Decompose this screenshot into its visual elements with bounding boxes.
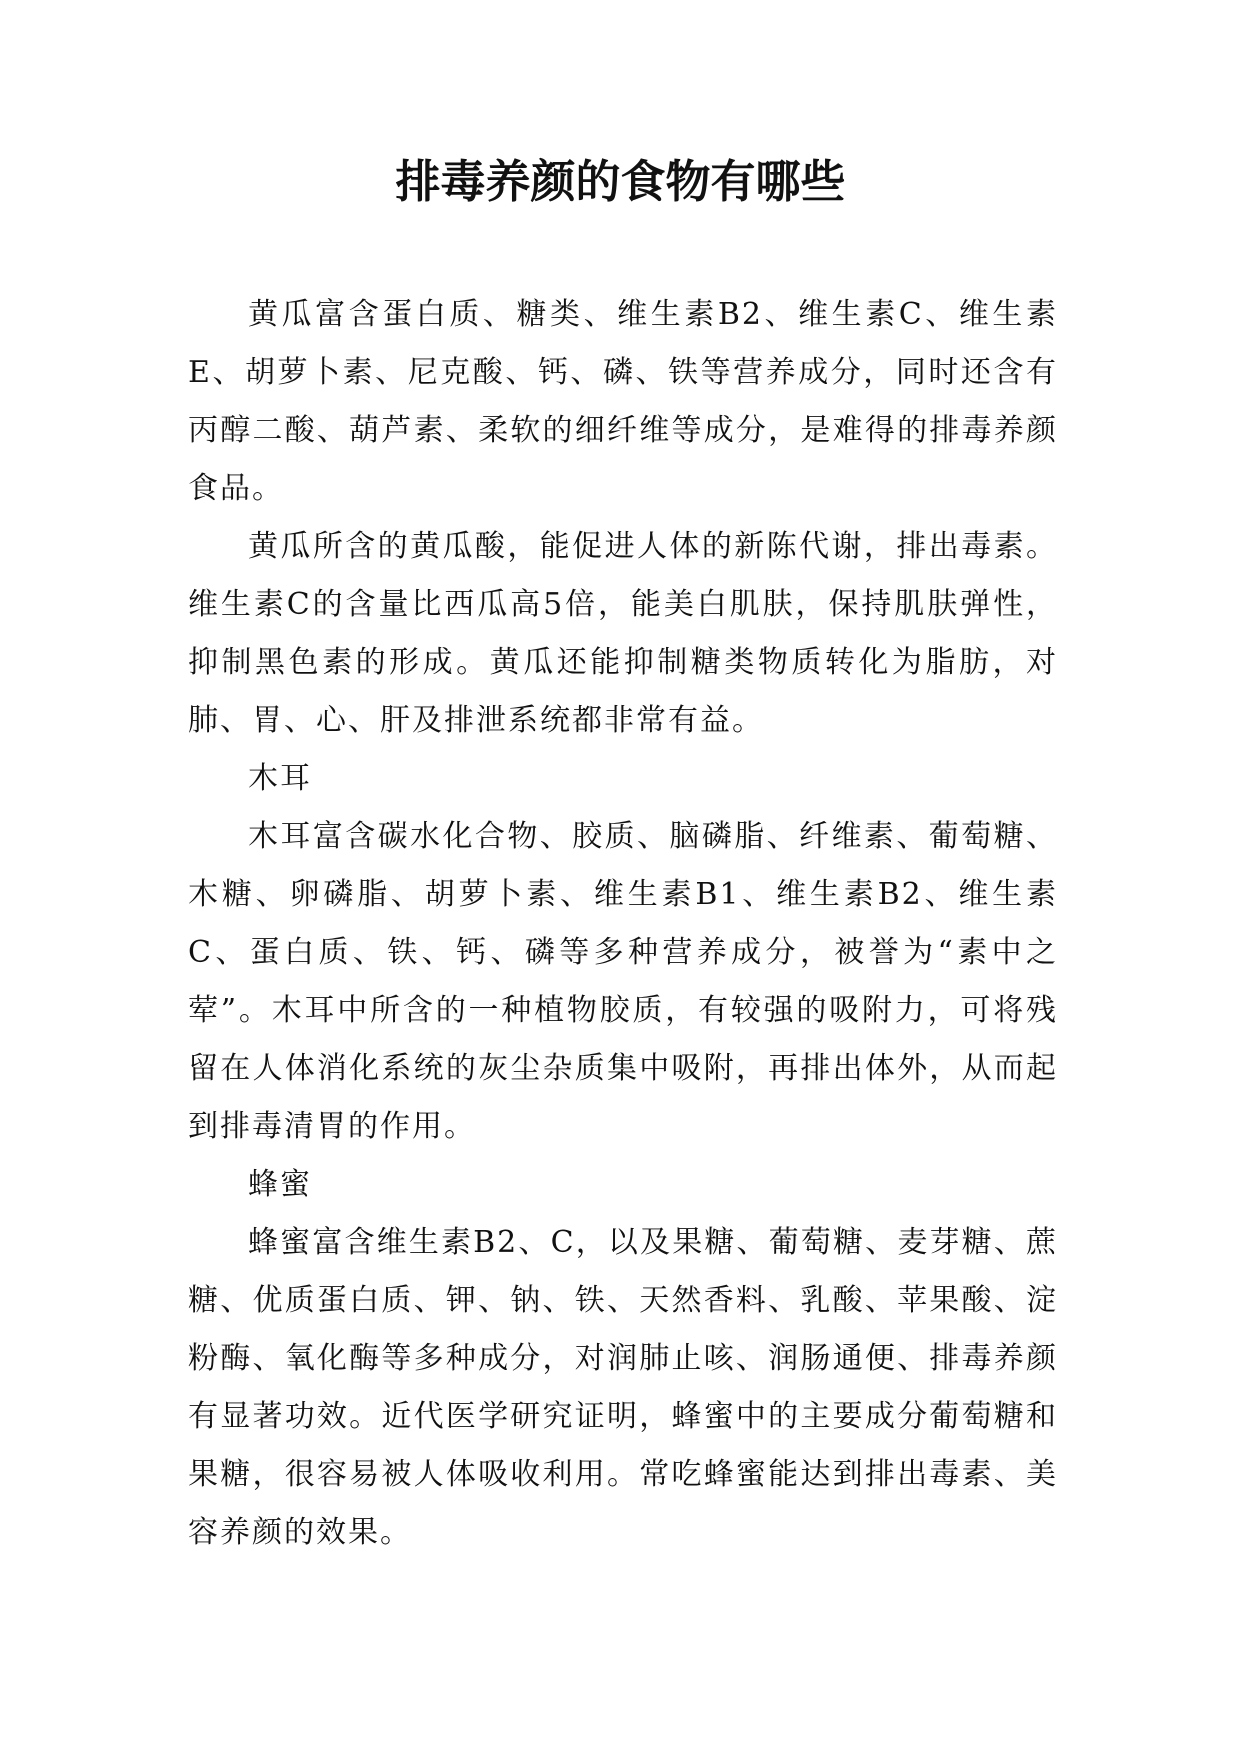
document-title: 排毒养颜的食物有哪些 xyxy=(395,155,846,208)
paragraph-cucumber-benefits: 黄瓜所含的黄瓜酸，能促进人体的新陈代谢，排出毒素。维生素C的含量比西瓜高5倍，能美白肌肤，保持肌肤弹性，抑制黑色素的形成。黄瓜还能抑制糖类物质转化为脂肪，对肺、胃、心、肝及排泄系统都非常有益。 xyxy=(188,529,1058,738)
section-heading-honey: 蜂蜜 xyxy=(248,1167,312,1202)
paragraph-fungus: 木耳富含碳水化合物、胶质、脑磷脂、纤维素、葡萄糖、木糖、卵磷脂、胡萝卜素、维生素B1、维生素B2、维生素C、蛋白质、铁、钙、磷等多种营养成分，被誉为“素中之荤”。木耳中所含的一种植物胶质，有较强的吸附力，可将残留在人体消化系统的灰尘杂质集中吸附，再排出体外，从而起到排毒清胃的作用。 xyxy=(188,819,1058,1144)
document-body xyxy=(188,286,1058,1562)
paragraph-honey: 蜂蜜富含维生素B2、C，以及果糖、葡萄糖、麦芽糖、蔗糖、优质蛋白质、钾、钠、铁、天然香料、乳酸、苹果酸、淀粉酶、氧化酶等多种成分，对润肺止咳、润肠通便、排毒养颜有显著功效。近代医学研究证明，蜂蜜中的主要成分葡萄糖和果糖，很容易被人体吸收利用。常吃蜂蜜能达到排出毒素、美容养颜的效果。 xyxy=(188,1225,1058,1550)
paragraph-cucumber-nutrients: 黄瓜富含蛋白质、糖类、维生素B2、维生素C、维生素E、胡萝卜素、尼克酸、钙、磷、铁等营养成分，同时还含有丙醇二酸、葫芦素、柔软的细纤维等成分，是难得的排毒养颜食品。 xyxy=(188,297,1058,506)
section-heading-fungus: 木耳 xyxy=(248,761,312,796)
